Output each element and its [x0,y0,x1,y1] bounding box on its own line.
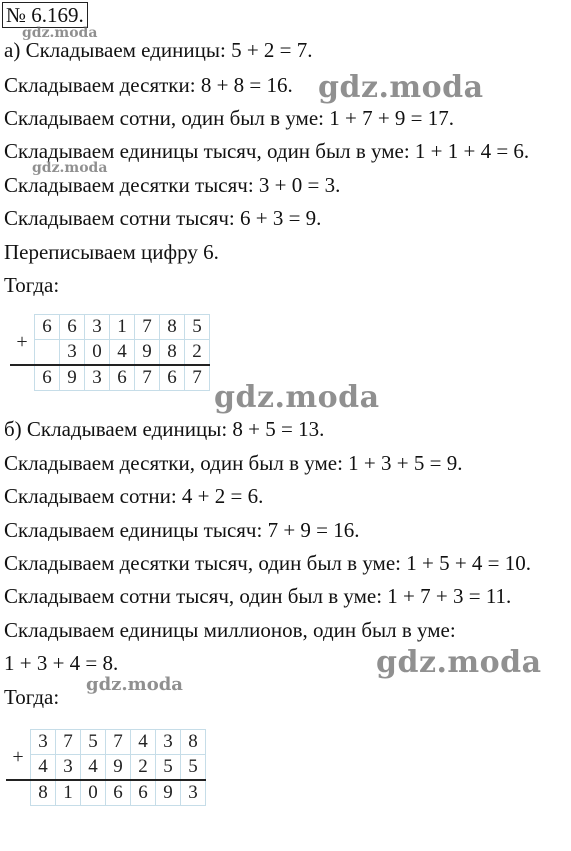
digit-cell: 9 [135,340,160,366]
problem-number: № 6.169. [2,2,88,28]
digit-cell: 5 [81,730,106,755]
digit-cell: 5 [181,755,206,781]
watermark-6: gdz.moda [86,674,183,695]
digit-cell: 1 [110,315,135,340]
plus-sign: + [16,330,28,353]
digit-cell: 8 [181,730,206,755]
digit-cell: 0 [85,340,110,366]
digit-cell: 9 [156,780,181,806]
digit-cell: 6 [131,780,156,806]
part-b-line-8: 1 + 3 + 4 = 8. [4,651,119,675]
watermark-1: gdz.moda [22,25,98,41]
digit-cell: 2 [131,755,156,781]
digit-cell: 3 [156,730,181,755]
part-a-line-8: Тогда: [4,273,60,297]
digit-cell: 3 [56,755,81,781]
part-b-line-2: Складываем десятки, один был в уме: 1 + 3 + 5 = 9. [4,451,463,475]
digit-cell: 7 [135,365,160,391]
digit-cell: 2 [185,340,210,366]
watermark-3: gdz.moda [32,160,108,176]
digit-cell: 0 [81,780,106,806]
digit-cell: 3 [181,780,206,806]
addend-2-row [10,340,210,366]
addend-2-row [6,755,206,781]
digit-cell: 7 [56,730,81,755]
watermark-4: gdz.moda [214,380,380,415]
part-a-line-1: а) Складываем единицы: 5 + 2 = 7. [4,38,313,62]
sum-line-lead [10,365,35,391]
part-b-line-5: Складываем десятки тысяч, один был в уме: 1 + 5 + 4 = 10. [4,551,532,575]
part-b-line-4: Складываем единицы тысяч: 7 + 9 = 16. [4,518,360,542]
digit-cell: 3 [60,340,85,366]
digit-cell: 6 [110,365,135,391]
digit-cell: 8 [31,780,56,806]
part-b-line-9: Тогда: [4,685,60,709]
part-a-line-5: Складываем десятки тысяч: 3 + 0 = 3. [4,173,341,197]
addend-1-row [6,730,206,755]
digit-cell: 6 [60,315,85,340]
digit-cell: 4 [131,730,156,755]
part-a-line-6: Складываем сотни тысяч: 6 + 3 = 9. [4,206,322,230]
digit-cell: 4 [31,755,56,781]
digit-cell: 6 [35,365,60,391]
sum-row [10,365,210,391]
part-a-line-7: Переписываем цифру 6. [4,240,219,264]
digit-cell: 4 [81,755,106,781]
digit-cell: 9 [106,755,131,781]
addend-1-row [10,315,210,340]
digit-cell: 9 [60,365,85,391]
part-a-line-2: Складываем десятки: 8 + 8 = 16. [4,73,293,97]
digit-cell: 6 [35,315,60,340]
part-b-line-7: Складываем единицы миллионов, один был в уме: [4,618,456,642]
part-a-column-addition [10,314,210,391]
digit-cell: 7 [135,315,160,340]
part-b-column-addition [6,729,206,806]
part-b-line-1: б) Складываем единицы: 8 + 5 = 13. [4,417,325,441]
digit-cell: 5 [185,315,210,340]
part-b-line-3: Складываем сотни: 4 + 2 = 6. [4,484,264,508]
watermark-2: gdz.moda [318,70,484,105]
digit-cell: 3 [85,365,110,391]
digit-cell: 6 [160,365,185,391]
digit-cell: 7 [106,730,131,755]
digit-cell: 3 [31,730,56,755]
watermark-5: gdz.moda [376,645,542,680]
plus-sign: + [12,745,24,768]
digit-cell [35,340,60,366]
digit-cell: 3 [85,315,110,340]
digit-cell: 5 [156,755,181,781]
part-a-line-4: Складываем единицы тысяч, один был в уме: 1 + 1 + 4 = 6. [4,139,530,163]
digit-cell: 6 [106,780,131,806]
digit-cell: 8 [160,315,185,340]
digit-cell: 1 [56,780,81,806]
digit-cell: 8 [160,340,185,366]
sum-row [6,780,206,806]
part-b-line-6: Складываем сотни тысяч, один был в уме: 1 + 7 + 3 = 11. [4,584,512,608]
part-a-line-3: Складываем сотни, один был в уме: 1 + 7 + 9 = 17. [4,106,455,130]
sum-line-lead [6,780,31,806]
digit-cell: 4 [110,340,135,366]
digit-cell: 7 [185,365,210,391]
